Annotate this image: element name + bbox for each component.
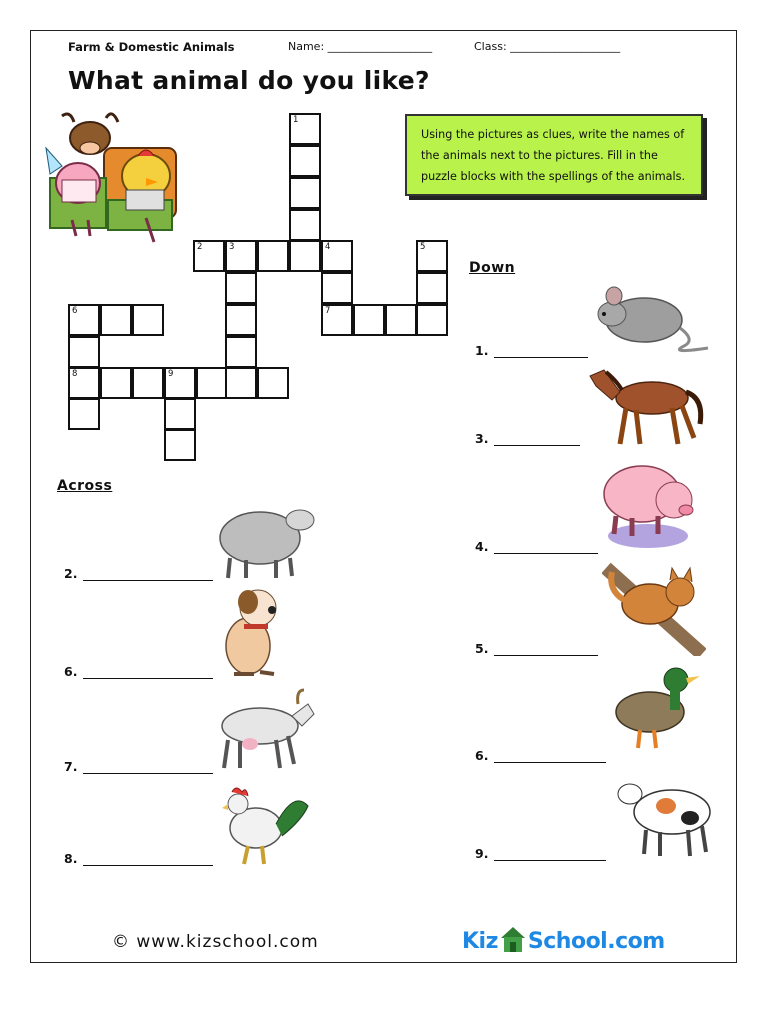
answer-line[interactable] <box>494 748 606 763</box>
mouse-icon <box>592 284 712 358</box>
crossword-cell[interactable] <box>257 240 289 272</box>
clue-number: 9. <box>475 846 489 861</box>
answer-line[interactable] <box>83 664 213 679</box>
crossword-cell[interactable] <box>416 304 448 336</box>
clue-number: 2 <box>197 242 203 252</box>
clue-number: 8 <box>72 369 78 379</box>
crossword-cell[interactable] <box>68 336 100 368</box>
across-clue-7 <box>64 759 213 774</box>
clue-number: 3. <box>475 431 489 446</box>
clue-number: 8. <box>64 851 78 866</box>
answer-line[interactable] <box>494 846 606 861</box>
worksheet-topic: Farm & Domestic Animals <box>68 40 235 54</box>
down-clue-3 <box>475 431 580 446</box>
answer-line[interactable] <box>494 343 588 358</box>
crossword-cell[interactable] <box>132 367 164 399</box>
logo-text-school: School.com <box>527 929 665 954</box>
crossword-cell[interactable] <box>289 209 321 241</box>
clue-number: 5. <box>475 641 489 656</box>
crossword-cell[interactable] <box>385 304 417 336</box>
instructions-box <box>405 114 703 196</box>
crossword-cell[interactable] <box>164 398 196 430</box>
down-clue-9 <box>475 846 606 861</box>
clue-number: 6. <box>475 748 489 763</box>
clue-number: 4 <box>325 242 331 252</box>
across-heading: Across <box>57 478 113 494</box>
crossword-cell[interactable] <box>225 272 257 304</box>
clue-number: 3 <box>229 242 235 252</box>
crossword-cell[interactable] <box>289 145 321 177</box>
rooster-icon <box>218 780 310 866</box>
dog-icon <box>214 586 286 680</box>
down-clue-1 <box>475 343 588 358</box>
down-heading: Down <box>469 260 516 276</box>
crossword-cell[interactable] <box>68 367 100 399</box>
clue-number: 6. <box>64 664 78 679</box>
logo-text-kiz: Kiz <box>462 929 498 954</box>
class-field[interactable]: Class: ____________________ <box>474 40 621 53</box>
crossword-cell[interactable] <box>193 240 225 272</box>
answer-line[interactable] <box>494 539 598 554</box>
crossword-cell[interactable] <box>100 367 132 399</box>
across-clue-2 <box>64 566 213 581</box>
horse-icon <box>586 362 712 448</box>
crossword-cell[interactable] <box>289 240 321 272</box>
name-field[interactable]: Name: ___________________ <box>288 40 433 53</box>
clue-number: 7 <box>325 306 331 316</box>
kizschool-logo <box>462 924 665 954</box>
crossword-cell[interactable] <box>132 304 164 336</box>
crossword-cell[interactable] <box>164 429 196 461</box>
clue-number: 5 <box>420 242 426 252</box>
crossword-cell[interactable] <box>68 304 100 336</box>
across-clue-6 <box>64 664 213 679</box>
reading-animals-illustration <box>42 108 182 248</box>
crossword-cell[interactable] <box>257 367 289 399</box>
goat-icon <box>210 686 318 772</box>
sheep-icon <box>218 500 318 580</box>
schoolhouse-icon <box>498 924 528 954</box>
answer-line[interactable] <box>494 431 580 446</box>
down-clue-4 <box>475 539 598 554</box>
cow-icon <box>610 772 718 860</box>
crossword-cell[interactable] <box>321 304 353 336</box>
down-clue-6 <box>475 748 606 763</box>
answer-line[interactable] <box>83 759 213 774</box>
crossword-cell[interactable] <box>225 304 257 336</box>
instructions-text: Using the pictures as clues, write the names of the animals next to the pictures. Fill in the puzzle blocks with the spellings of the animals. <box>421 128 686 183</box>
clue-number: 2. <box>64 566 78 581</box>
clue-number: 7. <box>64 759 78 774</box>
crossword-cell[interactable] <box>225 240 257 272</box>
crossword-cell[interactable] <box>353 304 385 336</box>
clue-number: 9 <box>168 369 174 379</box>
crossword-cell[interactable] <box>289 113 321 145</box>
crossword-cell[interactable] <box>321 272 353 304</box>
crossword-cell[interactable] <box>321 240 353 272</box>
clue-number: 4. <box>475 539 489 554</box>
cat-icon <box>602 560 706 656</box>
worksheet-title: What animal do you like? <box>68 66 430 95</box>
crossword-cell[interactable] <box>416 240 448 272</box>
down-clue-5 <box>475 641 598 656</box>
crossword-cell[interactable] <box>416 272 448 304</box>
crossword-cell[interactable] <box>100 304 132 336</box>
clue-number: 1 <box>293 115 299 125</box>
website-credit: © www.kizschool.com <box>112 932 319 952</box>
pig-icon <box>596 454 700 550</box>
duck-icon <box>610 662 710 762</box>
answer-line[interactable] <box>494 641 598 656</box>
answer-line[interactable] <box>83 851 213 866</box>
clue-number: 6 <box>72 306 78 316</box>
crossword-cell[interactable] <box>289 177 321 209</box>
crossword-cell[interactable] <box>68 398 100 430</box>
crossword-cell[interactable] <box>225 367 257 399</box>
across-clue-8 <box>64 851 213 866</box>
answer-line[interactable] <box>83 566 213 581</box>
clue-number: 1. <box>475 343 489 358</box>
crossword-cell[interactable] <box>225 336 257 368</box>
crossword-cell[interactable] <box>164 367 196 399</box>
crossword-cell[interactable] <box>196 367 228 399</box>
